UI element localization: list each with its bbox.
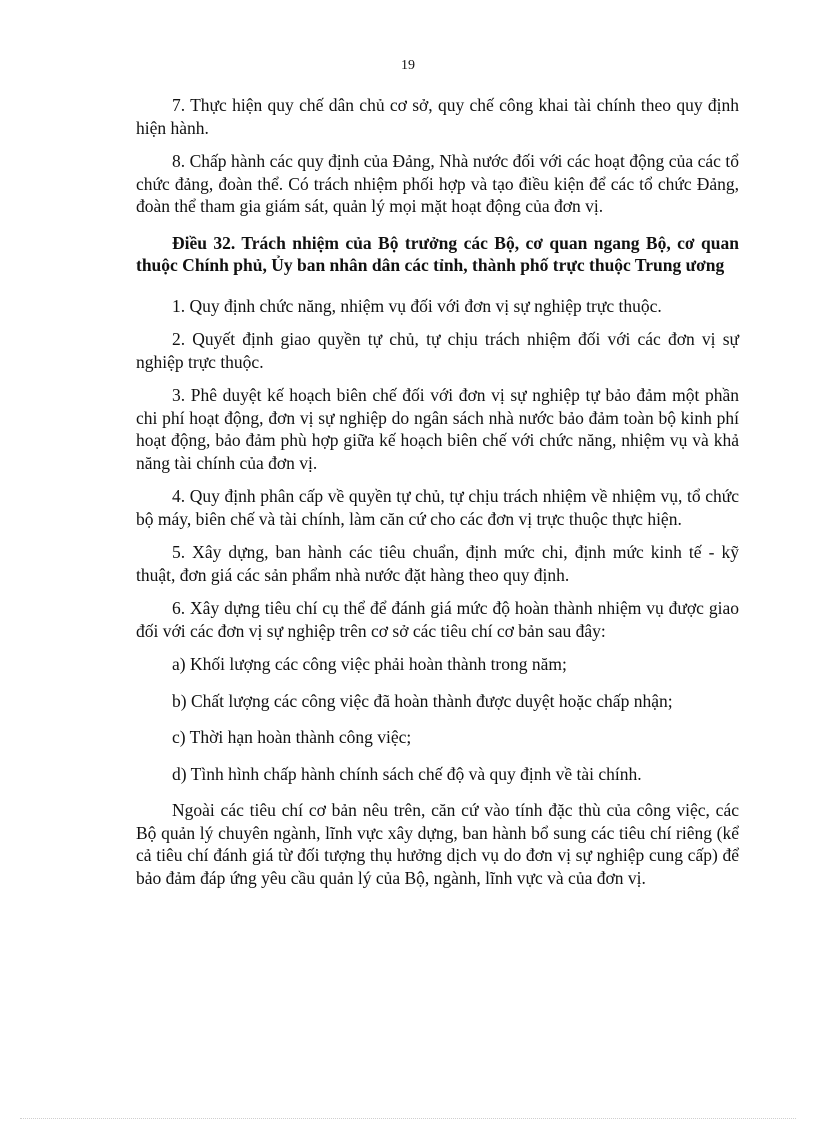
criterion-a: a) Khối lượng các công việc phải hoàn thành trong năm;	[172, 654, 567, 674]
criterion-c: c) Thời hạn hoàn thành công việc;	[172, 727, 412, 747]
paragraph-item-7: 7. Thực hiện quy chế dân chủ cơ sở, quy chế công khai tài chính theo quy định hiện hành.	[136, 95, 739, 138]
criterion-d: d) Tình hình chấp hành chính sách chế độ và quy định về tài chính.	[172, 763, 642, 784]
article-item-2: 2. Quyết định giao quyền tự chủ, tự chịu trách nhiệm đối với các đơn vị sự nghiệp trực thuộc.	[136, 329, 739, 372]
closing-paragraph: Ngoài các tiêu chí cơ bản nêu trên, căn cứ vào tính đặc thù của công việc, các Bộ quản lý chuyên ngành, lĩnh vực xây dựng, ban hành bổ sung các tiêu chí riêng (kể cả tiêu chí đánh giá từ đối tượng thụ hưởng dịch vụ do đơn vị sự nghiệp cung cấp) để bảo đảm đáp ứng yêu cầu quản lý của Bộ, ngành, lĩnh vực và của đơn vị.	[136, 800, 739, 888]
page-bottom-divider	[20, 1118, 796, 1119]
paragraph-item-8: 8. Chấp hành các quy định của Đảng, Nhà nước đối với các hoạt động của các tổ chức đảng, đoàn thể. Có trách nhiệm phối hợp và tạo điều kiện để các tổ chức Đảng, đoàn thể tham gia giám sát, quản lý mọi mặt hoạt động của đơn vị.	[136, 151, 739, 216]
article-item-6: 6. Xây dựng tiêu chí cụ thể để đánh giá mức độ hoàn thành nhiệm vụ được giao đối với các đơn vị sự nghiệp trên cơ sở các tiêu chí cơ bản sau đây:	[136, 598, 739, 641]
page-content	[136, 94, 739, 900]
article-item-3: 3. Phê duyệt kế hoạch biên chế đối với đơn vị sự nghiệp tự bảo đảm một phần chi phí hoạt động, đơn vị sự nghiệp do ngân sách nhà nước bảo đảm toàn bộ kinh phí hoạt động, bảo đảm phù hợp giữa kế hoạch biên chế với chức năng, nhiệm vụ và khả năng tài chính của đơn vị.	[136, 385, 739, 473]
article-32-heading: Điều 32. Trách nhiệm của Bộ trưởng các Bộ, cơ quan ngang Bộ, cơ quan thuộc Chính phủ, Ủy ban nhân dân các tỉnh, thành phố trực thuộc Trung ương	[136, 232, 739, 275]
page-number: 19	[401, 58, 415, 73]
article-item-4: 4. Quy định phân cấp về quyền tự chủ, tự chịu trách nhiệm về nhiệm vụ, tổ chức bộ máy, biên chế và tài chính, làm căn cứ cho các đơn vị trực thuộc thực hiện.	[136, 486, 739, 529]
article-item-1: 1. Quy định chức năng, nhiệm vụ đối với đơn vị sự nghiệp trực thuộc.	[172, 295, 662, 316]
article-item-5: 5. Xây dựng, ban hành các tiêu chuẩn, định mức chi, định mức kinh tế - kỹ thuật, đơn giá các sản phẩm nhà nước đặt hàng theo quy định.	[136, 542, 739, 585]
criterion-b: b) Chất lượng các công việc đã hoàn thành được duyệt hoặc chấp nhận;	[172, 690, 673, 711]
